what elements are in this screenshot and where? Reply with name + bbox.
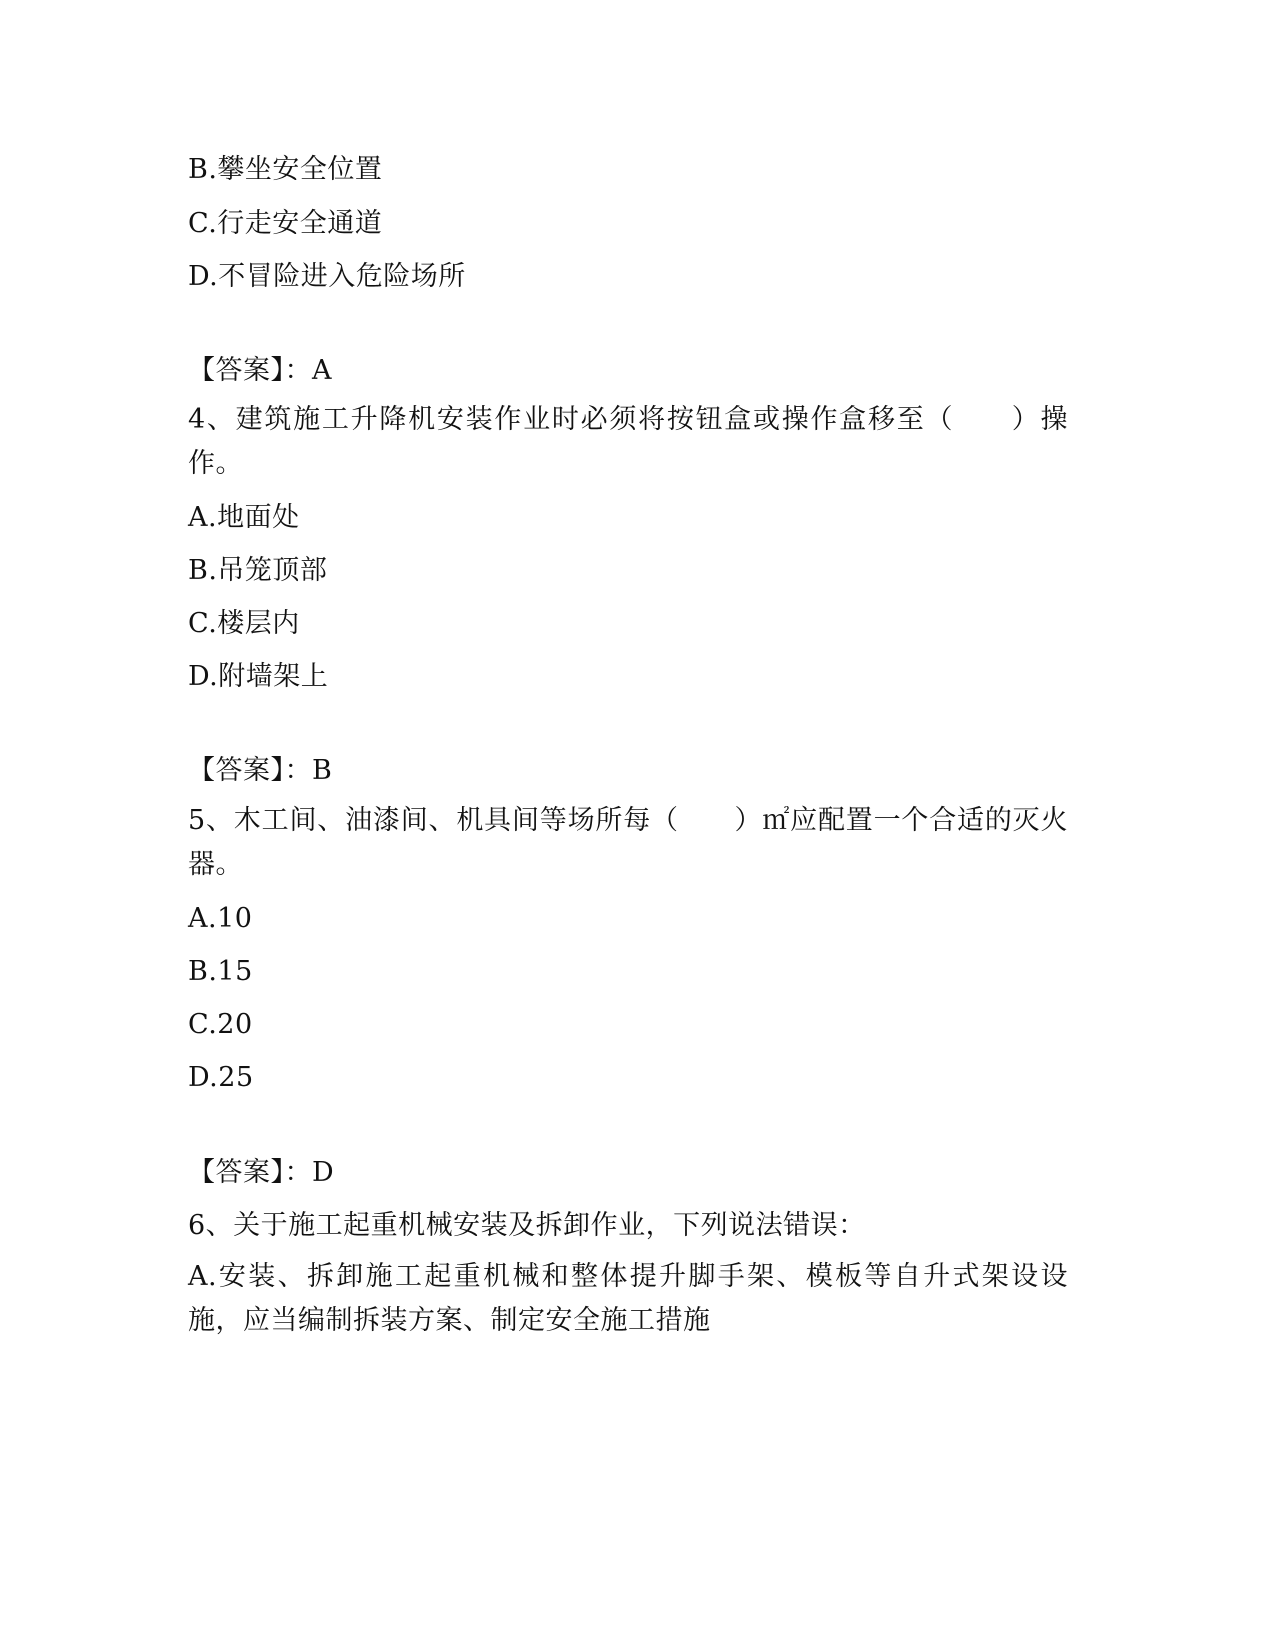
q6-question: 6、关于施工起重机械安装及拆卸作业，下列说法错误： (188, 1210, 866, 1241)
q5-answer: 【答案】：D (188, 1157, 335, 1188)
q4-option-b: B.吊笼顶部 (188, 555, 328, 586)
q4-answer: 【答案】：B (188, 755, 333, 786)
q4-option-a: A.地面处 (188, 502, 300, 533)
q5-option-a: A.10 (188, 903, 253, 934)
q3-option-d: D.不冒险进入危险场所 (188, 261, 466, 292)
q4-option-d: D.附墙架上 (188, 661, 329, 692)
q3-answer: 【答案】：A (188, 355, 332, 386)
q5-question: 5、木工间、油漆间、机具间等场所每（ ）㎡应配置一个合适的灭火器。 (188, 805, 1068, 880)
q5-option-c: C.20 (188, 1009, 253, 1040)
q3-option-b: B.攀坐安全位置 (188, 154, 383, 185)
q3-option-c: C.行走安全通道 (188, 208, 383, 239)
q4-question: 4、建筑施工升降机安装作业时必须将按钮盒或操作盒移至（ ）操作。 (188, 404, 1068, 479)
q6-option-a: A.安装、拆卸施工起重机械和整体提升脚手架、模板等自升式架设设施，应当编制拆装方案、制定安全施工措施 (188, 1261, 1068, 1336)
q5-option-d: D.25 (188, 1062, 254, 1093)
q4-option-c: C.楼层内 (188, 608, 300, 639)
q5-option-b: B.15 (188, 956, 253, 987)
